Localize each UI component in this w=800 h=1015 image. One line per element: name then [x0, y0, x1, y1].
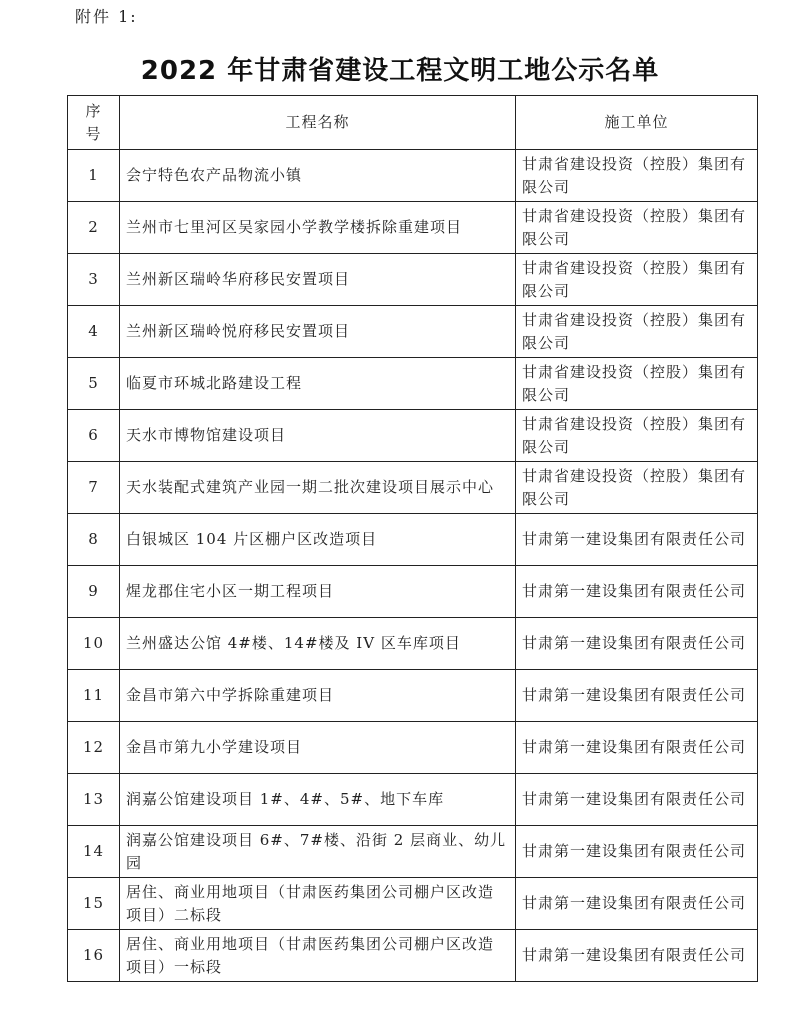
row-number: 1	[68, 150, 120, 202]
page-title: 2022 年甘肃省建设工程文明工地公示名单	[140, 56, 660, 86]
row-number: 12	[68, 722, 120, 774]
table-row	[68, 930, 758, 982]
contractor-cell: 甘肃第一建设集团有限责任公司	[516, 774, 758, 826]
row-number: 10	[68, 618, 120, 670]
table-row	[68, 514, 758, 566]
contractor-cell: 甘肃第一建设集团有限责任公司	[516, 618, 758, 670]
table-row	[68, 254, 758, 306]
table-row	[68, 670, 758, 722]
project-name-cell: 居住、商业用地项目（甘肃医药集团公司棚户区改造项目）二标段	[120, 878, 516, 930]
project-name-cell: 居住、商业用地项目（甘肃医药集团公司棚户区改造项目）一标段	[120, 930, 516, 982]
header-no-line1: 序	[85, 101, 102, 120]
table-row	[68, 618, 758, 670]
table-row	[68, 150, 758, 202]
contractor-cell: 甘肃第一建设集团有限责任公司	[516, 722, 758, 774]
contractor-cell: 甘肃省建设投资（控股）集团有限公司	[516, 306, 758, 358]
contractor-cell: 甘肃省建设投资（控股）集团有限公司	[516, 202, 758, 254]
table-header-row	[68, 96, 758, 150]
project-name-cell: 白银城区 104 片区棚户区改造项目	[120, 514, 516, 566]
row-number: 15	[68, 878, 120, 930]
row-number: 14	[68, 826, 120, 878]
row-number: 6	[68, 410, 120, 462]
contractor-cell: 甘肃省建设投资（控股）集团有限公司	[516, 254, 758, 306]
contractor-cell: 甘肃第一建设集团有限责任公司	[516, 670, 758, 722]
row-number: 3	[68, 254, 120, 306]
row-number: 16	[68, 930, 120, 982]
table-row	[68, 878, 758, 930]
project-name-cell: 兰州盛达公馆 4#楼、14#楼及 IV 区车库项目	[120, 618, 516, 670]
project-name-cell: 金昌市第九小学建设项目	[120, 722, 516, 774]
table-row	[68, 462, 758, 514]
table-row	[68, 410, 758, 462]
table-row	[68, 566, 758, 618]
contractor-cell: 甘肃第一建设集团有限责任公司	[516, 930, 758, 982]
table-row	[68, 358, 758, 410]
project-name-cell: 兰州市七里河区吴家园小学教学楼拆除重建项目	[120, 202, 516, 254]
project-name-cell: 润嘉公馆建设项目 6#、7#楼、沿街 2 层商业、幼儿园	[120, 826, 516, 878]
contractor-cell: 甘肃第一建设集团有限责任公司	[516, 514, 758, 566]
header-contractor: 施工单位	[516, 96, 758, 150]
header-no-line2: 号	[85, 124, 102, 143]
contractor-cell: 甘肃第一建设集团有限责任公司	[516, 566, 758, 618]
table-row	[68, 306, 758, 358]
row-number: 13	[68, 774, 120, 826]
attachment-label: 附件 1:	[75, 7, 138, 26]
table-row	[68, 774, 758, 826]
header-project: 工程名称	[120, 96, 516, 150]
row-number: 8	[68, 514, 120, 566]
project-name-cell: 天水市博物馆建设项目	[120, 410, 516, 462]
contractor-cell: 甘肃省建设投资（控股）集团有限公司	[516, 150, 758, 202]
row-number: 5	[68, 358, 120, 410]
row-number: 11	[68, 670, 120, 722]
project-name-cell: 天水装配式建筑产业园一期二批次建设项目展示中心	[120, 462, 516, 514]
table-row	[68, 722, 758, 774]
contractor-cell: 甘肃省建设投资（控股）集团有限公司	[516, 410, 758, 462]
table-row	[68, 202, 758, 254]
project-name-cell: 兰州新区瑞岭华府移民安置项目	[120, 254, 516, 306]
header-no	[68, 96, 120, 150]
row-number: 2	[68, 202, 120, 254]
roster-table	[67, 95, 758, 982]
row-number: 7	[68, 462, 120, 514]
project-name-cell: 煋龙郡住宅小区一期工程项目	[120, 566, 516, 618]
contractor-cell: 甘肃第一建设集团有限责任公司	[516, 826, 758, 878]
row-number: 9	[68, 566, 120, 618]
project-name-cell: 临夏市环城北路建设工程	[120, 358, 516, 410]
project-name-cell: 会宁特色农产品物流小镇	[120, 150, 516, 202]
row-number: 4	[68, 306, 120, 358]
contractor-cell: 甘肃省建设投资（控股）集团有限公司	[516, 462, 758, 514]
project-name-cell: 润嘉公馆建设项目 1#、4#、5#、地下车库	[120, 774, 516, 826]
contractor-cell: 甘肃省建设投资（控股）集团有限公司	[516, 358, 758, 410]
contractor-cell: 甘肃第一建设集团有限责任公司	[516, 878, 758, 930]
table-row	[68, 826, 758, 878]
project-name-cell: 金昌市第六中学拆除重建项目	[120, 670, 516, 722]
project-name-cell: 兰州新区瑞岭悦府移民安置项目	[120, 306, 516, 358]
